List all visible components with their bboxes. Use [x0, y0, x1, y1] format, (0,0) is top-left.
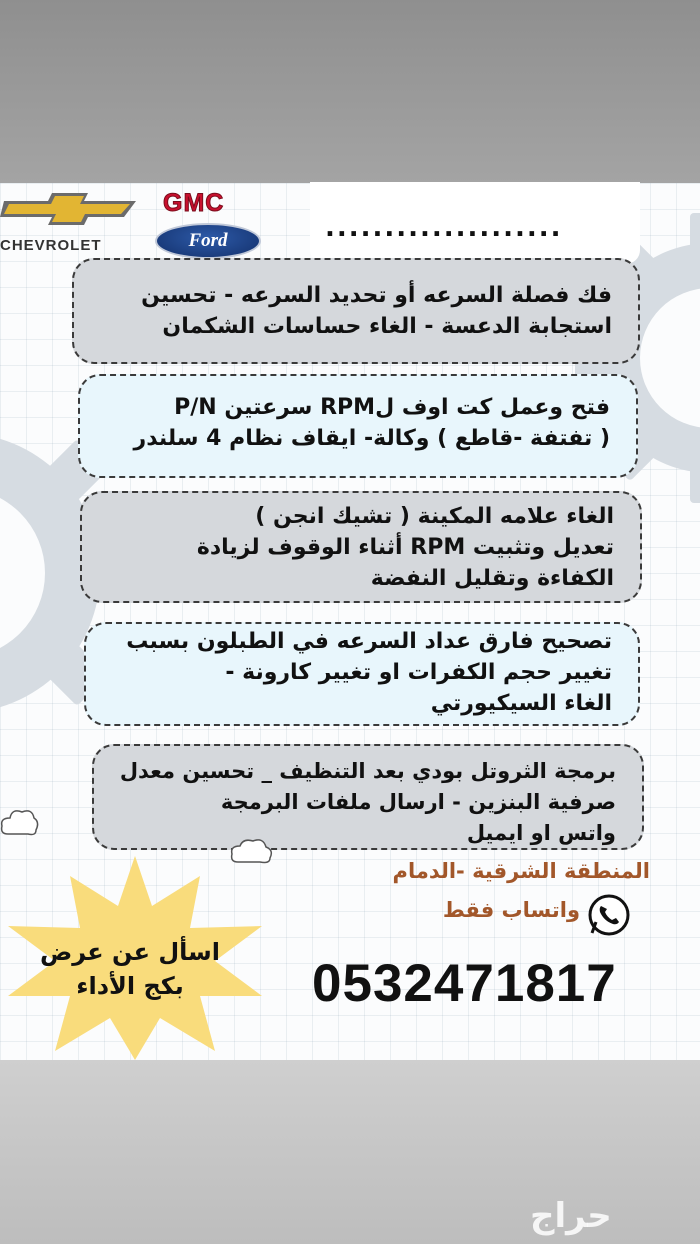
service-box-throttle — [92, 744, 644, 850]
service-line: صرفية البنزين - ارسال ملفات البرمجة — [220, 790, 616, 814]
phone-number[interactable]: 0532471817 — [312, 954, 617, 1013]
cloud-icon — [0, 806, 40, 842]
brand-logos — [0, 185, 300, 265]
service-line: تغيير حجم الكفرات او تغيير كارونة - — [225, 660, 612, 685]
service-line: فتح وعمل كت اوف لRPM سرعتين P/N — [174, 395, 610, 420]
whatsapp-phone-icon — [586, 892, 632, 938]
service-line: تعديل وتثبيت RPM أثناء الوقوف لزيادة — [196, 535, 614, 560]
whatsapp-only-text: واتساب فقط — [442, 898, 580, 922]
service-box-rpm-cutoff — [78, 374, 638, 478]
service-box-check-engine — [80, 491, 642, 603]
service-line: استجابة الدعسة - الغاء حساسات الشكمان — [162, 314, 612, 339]
service-box-speed-limiter — [72, 258, 640, 364]
offer-line-2: بكج الأداء — [76, 972, 184, 1000]
service-line: واتس او ايميل — [466, 821, 616, 845]
cloud-icon — [230, 836, 274, 870]
service-line: برمجة الثروتل بودي بعد التنظيف _ تحسين معدل — [119, 759, 616, 783]
service-line: تصحيح فارق عداد السرعه في الطبلون بسبب — [126, 629, 612, 654]
service-line: ( تفتفة -قاطع ) وكالة- ايقاف نظام 4 سلندر — [133, 426, 610, 451]
chevrolet-bowtie-icon — [0, 191, 140, 227]
offer-line-1: اسأل عن عرض — [40, 938, 220, 966]
offer-text — [30, 935, 230, 1003]
header-dots: .................... — [325, 213, 563, 243]
top-gray-band — [0, 0, 700, 185]
service-box-speedometer — [84, 622, 640, 726]
gmc-logo: GMC — [163, 189, 225, 217]
service-line: الغاء السيكيورتي — [430, 691, 612, 716]
service-line: الكفاءة وتقليل النفضة — [370, 566, 614, 591]
region-text: المنطقة الشرقية -الدمام — [392, 859, 650, 883]
service-line: فك فصلة السرعه أو تحديد السرعه - تحسين — [141, 283, 612, 308]
haraj-watermark: حراج — [530, 1196, 612, 1236]
service-line: الغاء علامه المكينة ( تشيك انجن ) — [255, 504, 614, 529]
ford-logo: Ford — [155, 223, 261, 259]
chevrolet-logo-text: CHEVROLET — [0, 237, 102, 254]
